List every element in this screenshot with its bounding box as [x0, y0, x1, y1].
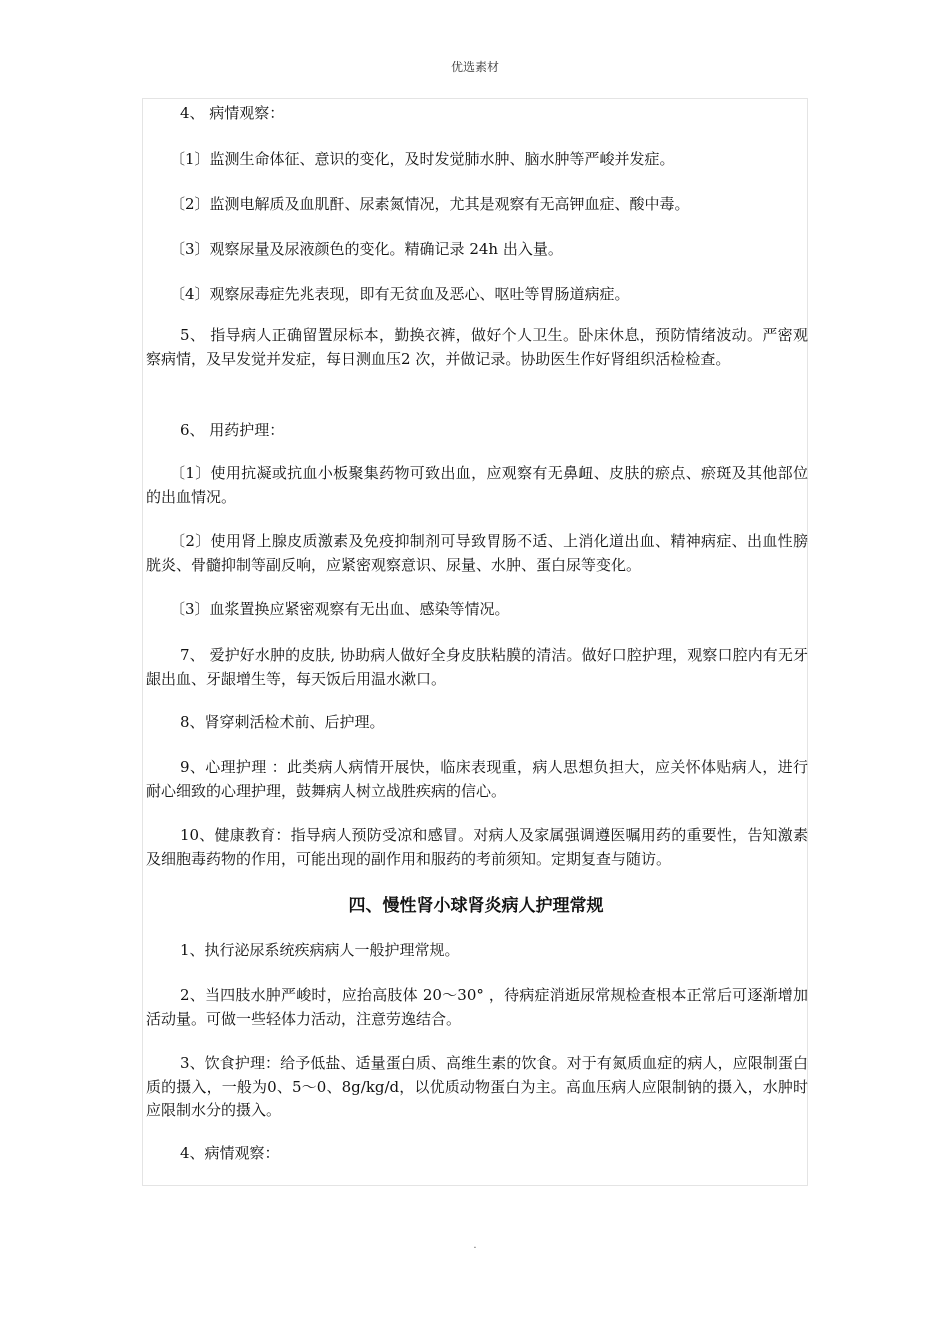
paragraph-item-5: 5、 指导病人正确留置尿标本，勤换衣裤，做好个人卫生。卧床休息，预防情绪波动。严密观察病情，及早发觉并发症，每日测血压2 次，并做记录。协助医生作好肾组织活检检查。	[146, 326, 808, 368]
paragraph-medication-3: 〔3〕血浆置换应紧密观察有无出血、感染等情况。	[170, 600, 510, 618]
paragraph-item-9: 9、心理护理 ：此类病人病情开展快，临床表现重，病人思想负担大，应关怀体贴病人，进行耐心细致的心理护理，鼓舞病人树立战胜疾病的信心。	[146, 758, 808, 800]
paragraph-item-8: 8、肾穿刺活检术前、后护理。	[180, 713, 385, 731]
paragraph-item-10: 10、健康教育：指导病人预防受凉和感冒。对病人及家属强调遵医嘱用药的重要性，告知激素及细胞毒药物的作用，可能出现的副作用和服药的考前须知。定期复查与随访。	[146, 826, 808, 868]
paragraph-observation-3: 〔3〕观察尿量及尿液颜色的变化。精确记录 24h 出入量。	[170, 240, 563, 258]
document-content	[142, 98, 808, 1186]
paragraph-observation-2: 〔2〕监测电解质及血肌酐、尿素氮情况，尤其是观察有无高钾血症、酸中毒。	[170, 195, 690, 213]
paragraph-section-1: 1、执行泌尿系统疾病病人一般护理常规。	[180, 941, 460, 959]
paragraph-item-7: 7、 爱护好水肿的皮肤, 协助病人做好全身皮肤粘膜的清洁。做好口腔护理，观察口腔内有无牙龈出血、牙龈增生等，每天饭后用温水漱口。	[146, 646, 808, 688]
paragraph-observation-heading: 4、 病情观察：	[180, 104, 285, 122]
paragraph-observation-1: 〔1〕监测生命体征、意识的变化，及时发觉肺水肿、脑水肿等严峻并发症。	[170, 150, 675, 168]
section-title: 四、慢性肾小球肾炎病人护理常规	[348, 896, 604, 916]
paragraph-medication-2: 〔2〕使用肾上腺皮质激素及免疫抑制剂可导致胃肠不适、上消化道出血、精神病症、出血性膀胱炎、骨髓抑制等副反响，应紧密观察意识、尿量、水肿、蛋白尿等变化。	[146, 532, 808, 574]
page-footer: .	[473, 1240, 477, 1251]
paragraph-observation-4: 〔4〕观察尿毒症先兆表现，即有无贫血及恶心、呕吐等胃肠道病症。	[170, 285, 630, 303]
paragraph-section-4: 4、病情观察：	[180, 1144, 280, 1162]
paragraph-medication-heading: 6、 用药护理：	[180, 421, 285, 439]
paragraph-medication-1: 〔1〕使用抗凝或抗血小板聚集药物可致出血，应观察有无鼻衄、皮肤的瘀点、瘀斑及其他部位的出血情况。	[146, 464, 808, 506]
paragraph-section-2: 2、当四肢水肿严峻时，应抬高肢体 20～30° ，待病症消逝尿常规检查根本正常后可逐渐增加活动量。可做一些轻体力活动，注意劳逸结合。	[146, 986, 808, 1028]
page-header: 优选素材	[450, 60, 499, 74]
paragraph-section-3: 3、饮食护理：给予低盐、适量蛋白质、高维生素的饮食。对于有氮质血症的病人，应限制蛋白质的摄入，一般为0、5～0、8g/kg/d，以优质动物蛋白为主。高血压病人应限制钠的摄入，水肿时应限制水分的摄入。	[146, 1054, 808, 1119]
